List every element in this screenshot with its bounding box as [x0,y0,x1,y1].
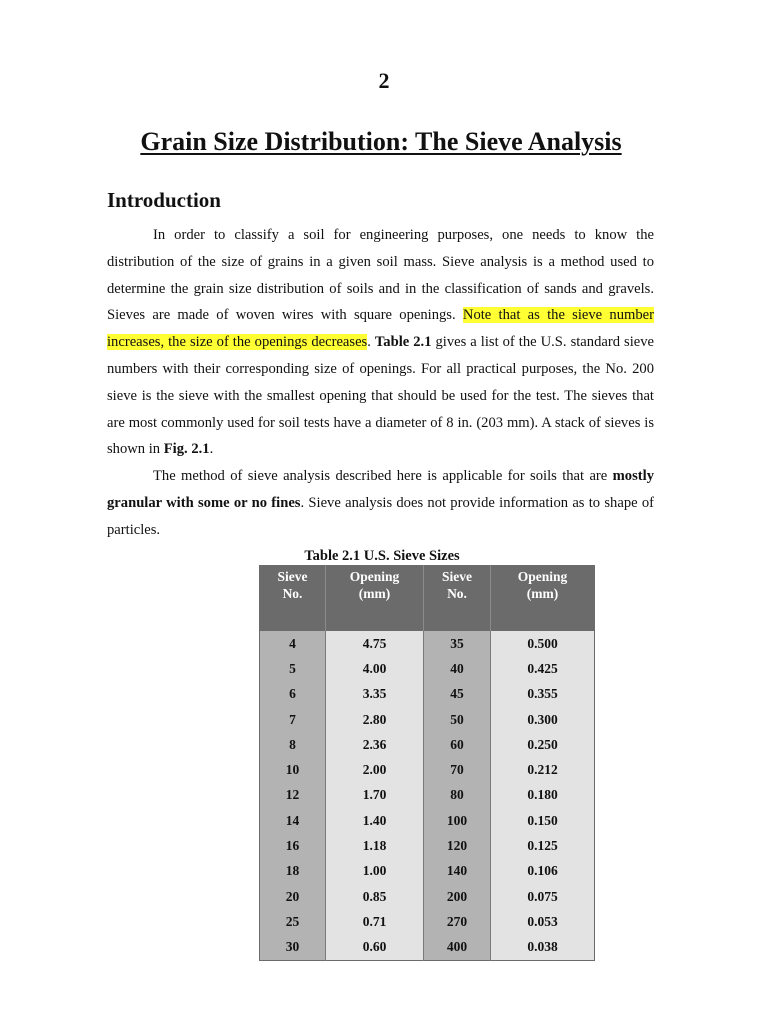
column-header-line: (mm) [526,586,559,601]
sieve-number-cell: 4 [260,631,326,656]
table-row [260,833,595,858]
paragraph-intro [107,222,654,463]
sieve-number-cell: 10 [260,757,326,782]
opening-mm-cell: 0.500 [491,631,595,656]
column-header-line: (mm) [358,586,391,601]
sieve-number-cell: 25 [260,909,326,934]
sieve-number-cell: 14 [260,808,326,833]
paragraph-text: gives a list of the U.S. standard sieve numbers with their corresponding size of openings. For all practical purposes, the No. 200 sieve is the sieve with the smallest opening that should be used for the test. The sieves that are most commonly used for soil tests have a diameter of 8 in. (203 mm). A stack of sieves is shown in [107,334,655,458]
sieve-number-cell: 20 [260,884,326,909]
table-row [260,859,595,884]
sieve-number-cell: 12 [260,783,326,808]
sieve-number-cell: 7 [260,707,326,732]
sieve-number-cell: 80 [424,783,491,808]
sieve-number-cell: 5 [260,656,326,681]
paragraph-text: The method of sieve analysis described here is applicable for soils that are [153,468,613,485]
figure-reference: Fig. 2.1 [163,441,210,458]
opening-mm-cell: 4.75 [326,631,424,656]
sieve-number-cell: 60 [424,732,491,757]
highlighted-note: Note that as the sieve number increases, the size of the openings decreases [107,307,654,351]
column-header [424,566,491,631]
table-caption: Table 2.1 U.S. Sieve Sizes [304,548,460,564]
opening-mm-cell: 0.250 [491,732,595,757]
table-row [260,783,595,808]
sieve-number-cell: 50 [424,707,491,732]
sieve-number-cell: 100 [424,808,491,833]
table-row [260,884,595,909]
chapter-number: 2 [378,68,390,93]
paragraph-text: In order to classify a soil for engineering purposes, one needs to know the distribution of the size of grains in a given soil mass. Sieve analysis is a method used to determine the grain size distribution of soils and in the classification of sands and gravels. Sieves are made of woven wires with square openings. [107,227,654,324]
opening-mm-cell: 1.00 [326,859,424,884]
paragraph-text: . [367,334,375,351]
table-row [260,935,595,961]
opening-mm-cell: 0.106 [491,859,595,884]
table-reference: Table 2.1 [374,334,432,351]
sieve-number-cell: 16 [260,833,326,858]
column-header-line: Opening [349,569,400,584]
opening-mm-cell: 2.80 [326,707,424,732]
opening-mm-cell: 2.36 [326,732,424,757]
opening-mm-cell: 0.053 [491,909,595,934]
sieve-number-cell: 200 [424,884,491,909]
opening-mm-cell: 0.71 [326,909,424,934]
opening-mm-cell: 0.300 [491,707,595,732]
column-header [260,566,326,631]
section-heading: Introduction [107,188,221,212]
opening-mm-cell: 0.125 [491,833,595,858]
table-header-row [260,566,595,631]
table-row [260,909,595,934]
opening-mm-cell: 0.038 [491,935,595,961]
sieve-number-cell: 70 [424,757,491,782]
opening-mm-cell: 0.60 [326,935,424,961]
sieve-number-cell: 35 [424,631,491,656]
table-row [260,682,595,707]
sieve-number-cell: 40 [424,656,491,681]
column-header-line: Opening [517,569,568,584]
column-header [326,566,424,631]
opening-mm-cell: 0.355 [491,682,595,707]
opening-mm-cell: 0.425 [491,656,595,681]
table-row [260,707,595,732]
sieve-number-cell: 6 [260,682,326,707]
table-row [260,732,595,757]
column-header-line: No. [282,586,303,601]
opening-mm-cell: 0.85 [326,884,424,909]
opening-mm-cell: 0.075 [491,884,595,909]
table-row [260,808,595,833]
sieve-number-cell: 45 [424,682,491,707]
sieve-number-cell: 140 [424,859,491,884]
opening-mm-cell: 0.212 [491,757,595,782]
column-header [491,566,595,631]
opening-mm-cell: 0.150 [491,808,595,833]
column-header-line: Sieve [442,569,472,584]
opening-mm-cell: 4.00 [326,656,424,681]
paragraph-text: . [209,441,214,458]
opening-mm-cell: 1.40 [326,808,424,833]
column-header-line: No. [447,586,467,601]
sieve-number-cell: 270 [424,909,491,934]
chapter-title: Grain Size Distribution: The Sieve Analysis [140,127,622,156]
opening-mm-cell: 3.35 [326,682,424,707]
sieve-number-cell: 400 [424,935,491,961]
sieve-number-cell: 18 [260,859,326,884]
opening-mm-cell: 1.70 [326,783,424,808]
opening-mm-cell: 0.180 [491,783,595,808]
paragraph-method [107,463,654,543]
sieve-number-cell: 120 [424,833,491,858]
table-body [260,631,595,961]
sieve-number-cell: 30 [260,935,326,961]
sieve-size-table [259,565,595,961]
table-row [260,631,595,656]
body-text [107,222,654,544]
opening-mm-cell: 1.18 [326,833,424,858]
column-header-line: Sieve [277,569,308,584]
bold-phrase: mostly granular with some or no fines [107,468,654,511]
opening-mm-cell: 2.00 [326,757,424,782]
paragraph-text: . Sieve analysis does not provide information as to shape of particles. [107,494,655,538]
table-row [260,656,595,681]
table-row [260,757,595,782]
sieve-number-cell: 8 [260,732,326,757]
